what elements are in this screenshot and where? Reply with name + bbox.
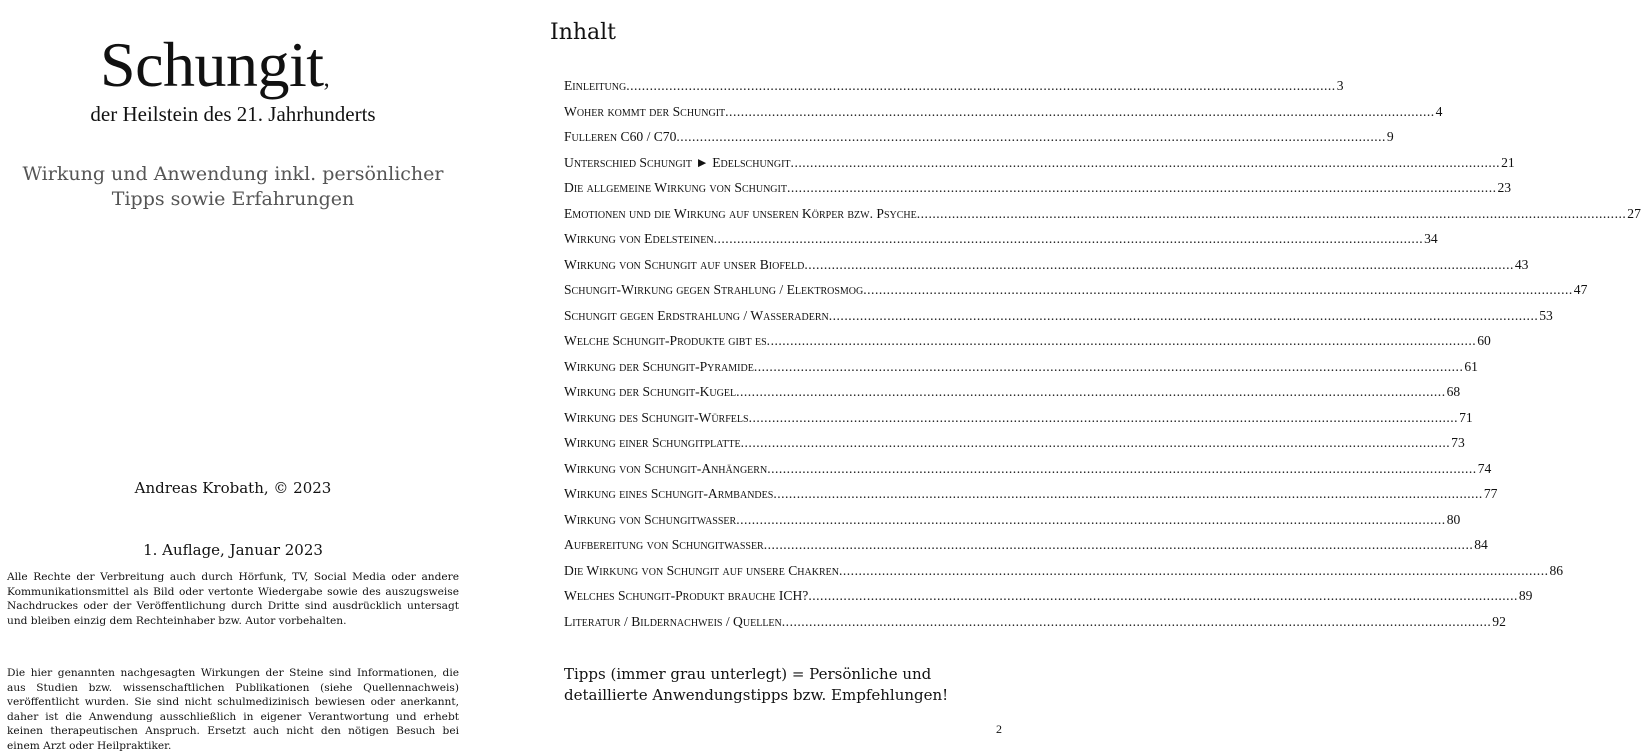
toc-entry-title: Emotionen und die Wirkung auf unseren Körper bzw. Psyche — [564, 205, 917, 221]
toc-entry-title: Wirkung von Schungit-Anhängern — [564, 460, 768, 476]
toc-entry-page: 71 — [1459, 409, 1473, 425]
toc-entry[interactable] — [564, 282, 1588, 308]
toc-entry-page: 80 — [1446, 511, 1461, 527]
toc-entry-title: Woher kommt der Schungit — [564, 103, 726, 119]
toc-entry[interactable] — [564, 358, 1478, 385]
toc-entry-page: 53 — [1539, 307, 1553, 323]
toc-entry-title: Wirkung des Schungit-Würfels — [564, 409, 749, 425]
toc-dot-leader — [782, 614, 1492, 630]
toc-entry[interactable] — [564, 256, 1529, 283]
book-title: Schungit, — [100, 29, 330, 100]
toc-dot-leader — [787, 180, 1497, 196]
toc-entry[interactable] — [564, 588, 1533, 614]
toc-dot-leader — [773, 486, 1483, 502]
toc-entry-page: 73 — [1451, 435, 1465, 450]
toc-entry-page: 4 — [1435, 103, 1443, 119]
toc-entry[interactable] — [564, 333, 1491, 359]
toc-dot-leader — [917, 206, 1627, 222]
toc-entry-title: Wirkung der Schungit-Kugel — [564, 384, 737, 399]
toc-entry-title: Schungit gegen Erdstrahlung / Wasseradern — [564, 307, 829, 323]
toc-dot-leader — [808, 588, 1518, 604]
toc-entry-page: 9 — [1386, 129, 1394, 144]
right-page — [512, 0, 1641, 740]
toc-entry-title: Wirkung von Schungitwasser — [564, 511, 737, 527]
legal-rights-notice: Alle Rechte der Verbreitung auch durch Hörfunk, TV, Social Media oder andere Kommunikationsmittel als Bild oder vertonte Wiedergabe sowie des auszugsweise Nachdruckes oder der Veröffentlichung durch Dritte sind ausdrücklich untersagt und bleiben einzig dem Rechteinhaber bzw. Autor vorbehalten. — [7, 571, 459, 627]
toc-entry-page: 23 — [1497, 180, 1512, 195]
toc-entry[interactable] — [564, 537, 1488, 563]
author-line: Andreas Krobath, © 2023 — [134, 479, 332, 497]
toc-entry[interactable] — [564, 205, 1641, 232]
toc-entry[interactable] — [564, 460, 1492, 487]
toc-entry-page: 89 — [1518, 588, 1533, 603]
toc-entry[interactable] — [564, 154, 1515, 181]
toc-entry-title: Schungit-Wirkung gegen Strahlung / Elektrosmog — [564, 282, 864, 297]
table-of-contents — [564, 78, 1641, 639]
toc-dot-leader — [741, 435, 1451, 451]
book-subtitle: der Heilstein des 21. Jahrhunderts — [90, 102, 376, 126]
toc-dot-leader — [804, 257, 1514, 273]
toc-dot-leader — [764, 537, 1474, 553]
toc-entry-page: 84 — [1474, 537, 1488, 552]
toc-entry[interactable] — [564, 511, 1461, 538]
toc-entry-title: Welches Schungit-Produkt brauche ICH? — [564, 588, 809, 603]
toc-entry-title: Fulleren C60 / C70 — [564, 129, 677, 144]
toc-dot-leader — [863, 282, 1573, 298]
left-page — [0, 0, 470, 752]
toc-entry-page: 68 — [1446, 384, 1461, 399]
toc-entry-page: 92 — [1492, 613, 1506, 629]
toc-dot-leader — [829, 308, 1539, 324]
page-number: 2 — [996, 722, 1002, 736]
toc-dot-leader — [626, 78, 1336, 94]
toc-entry-page: 60 — [1477, 333, 1491, 348]
toc-entry-page: 21 — [1501, 154, 1515, 170]
toc-entry[interactable] — [564, 78, 1344, 104]
toc-dot-leader — [791, 155, 1501, 171]
toc-dot-leader — [767, 333, 1477, 349]
toc-entry-title: Wirkung der Schungit-Pyramide — [564, 358, 754, 374]
toc-entry-title: Literatur / Bildernachweis / Quellen — [564, 613, 782, 629]
edition-line: 1. Auflage, Januar 2023 — [143, 541, 323, 559]
toc-entry-title: Welche Schungit-Produkte gibt es — [564, 333, 767, 348]
toc-entry[interactable] — [564, 307, 1553, 334]
toc-entry[interactable] — [564, 562, 1564, 589]
toc-entry[interactable] — [564, 613, 1506, 640]
toc-dot-leader — [754, 359, 1464, 375]
toc-entry-title: Wirkung einer Schungitplatte — [564, 435, 741, 450]
toc-dot-leader — [736, 512, 1446, 528]
tipps-note: Tipps (immer grau unterlegt) = Persönliche und detaillierte Anwendungstipps bzw. Empfehlungen! — [564, 665, 949, 704]
toc-entry-page: 43 — [1514, 256, 1529, 272]
toc-entry[interactable] — [564, 231, 1438, 257]
toc-dot-leader — [736, 384, 1446, 400]
toc-dot-leader — [767, 461, 1477, 477]
toc-entry-title: Wirkung eines Schungit-Armbandes — [564, 486, 774, 501]
toc-heading: Inhalt — [550, 20, 617, 45]
toc-entry-page: 47 — [1573, 282, 1588, 297]
legal-disclaimer: Die hier genannten nachgesagten Wirkungen der Steine sind Informationen, die aus Studien bzw. wissenschaftlichen Publikationen (siehe Quellennachweis) veröffentlicht wurden. Sie sind nicht schulmedizinisch bewiesen oder anerkannt, daher ist die Anwendung ausschließlich in eigener Verantwortung und erhebt keinen therapeutischen Anspruch. Ersetzt auch nicht den nötigen Besuch bei einem Arzt oder Heilpraktiker. — [7, 667, 459, 752]
toc-entry-title: Die allgemeine Wirkung von Schungit — [564, 180, 787, 195]
toc-entry-title: Unterschied Schungit ► Edelschungit — [564, 154, 791, 170]
toc-entry-title: Wirkung von Schungit auf unser Biofeld — [564, 256, 805, 272]
toc-dot-leader — [676, 129, 1386, 145]
toc-entry-title: Aufbereitung von Schungitwasser — [564, 537, 764, 552]
toc-entry-page: 86 — [1549, 562, 1564, 578]
toc-dot-leader — [714, 231, 1424, 247]
book-tagline: Wirkung und Anwendung inkl. persönlicher Tipps sowie Erfahrungen — [22, 163, 444, 210]
toc-entry-page: 3 — [1336, 78, 1344, 93]
toc-entry[interactable] — [564, 409, 1473, 436]
toc-entry-page: 34 — [1424, 231, 1438, 246]
toc-dot-leader — [749, 410, 1459, 426]
toc-entry-title: Die Wirkung von Schungit auf unsere Chakren — [564, 562, 839, 578]
toc-entry[interactable] — [564, 129, 1394, 155]
toc-entry[interactable] — [564, 435, 1465, 461]
toc-entry-page: 27 — [1627, 205, 1641, 221]
toc-entry-title: Einleitung — [564, 78, 627, 93]
toc-dot-leader — [839, 563, 1549, 579]
toc-entry-page: 74 — [1477, 460, 1492, 476]
toc-entry-page: 61 — [1464, 358, 1478, 374]
toc-entry[interactable] — [564, 180, 1512, 206]
toc-entry[interactable] — [564, 103, 1443, 130]
toc-entry[interactable] — [564, 486, 1498, 512]
toc-entry[interactable] — [564, 384, 1461, 410]
toc-dot-leader — [725, 104, 1435, 120]
toc-entry-title: Wirkung von Edelsteinen — [564, 231, 714, 246]
toc-entry-page: 77 — [1483, 486, 1498, 501]
